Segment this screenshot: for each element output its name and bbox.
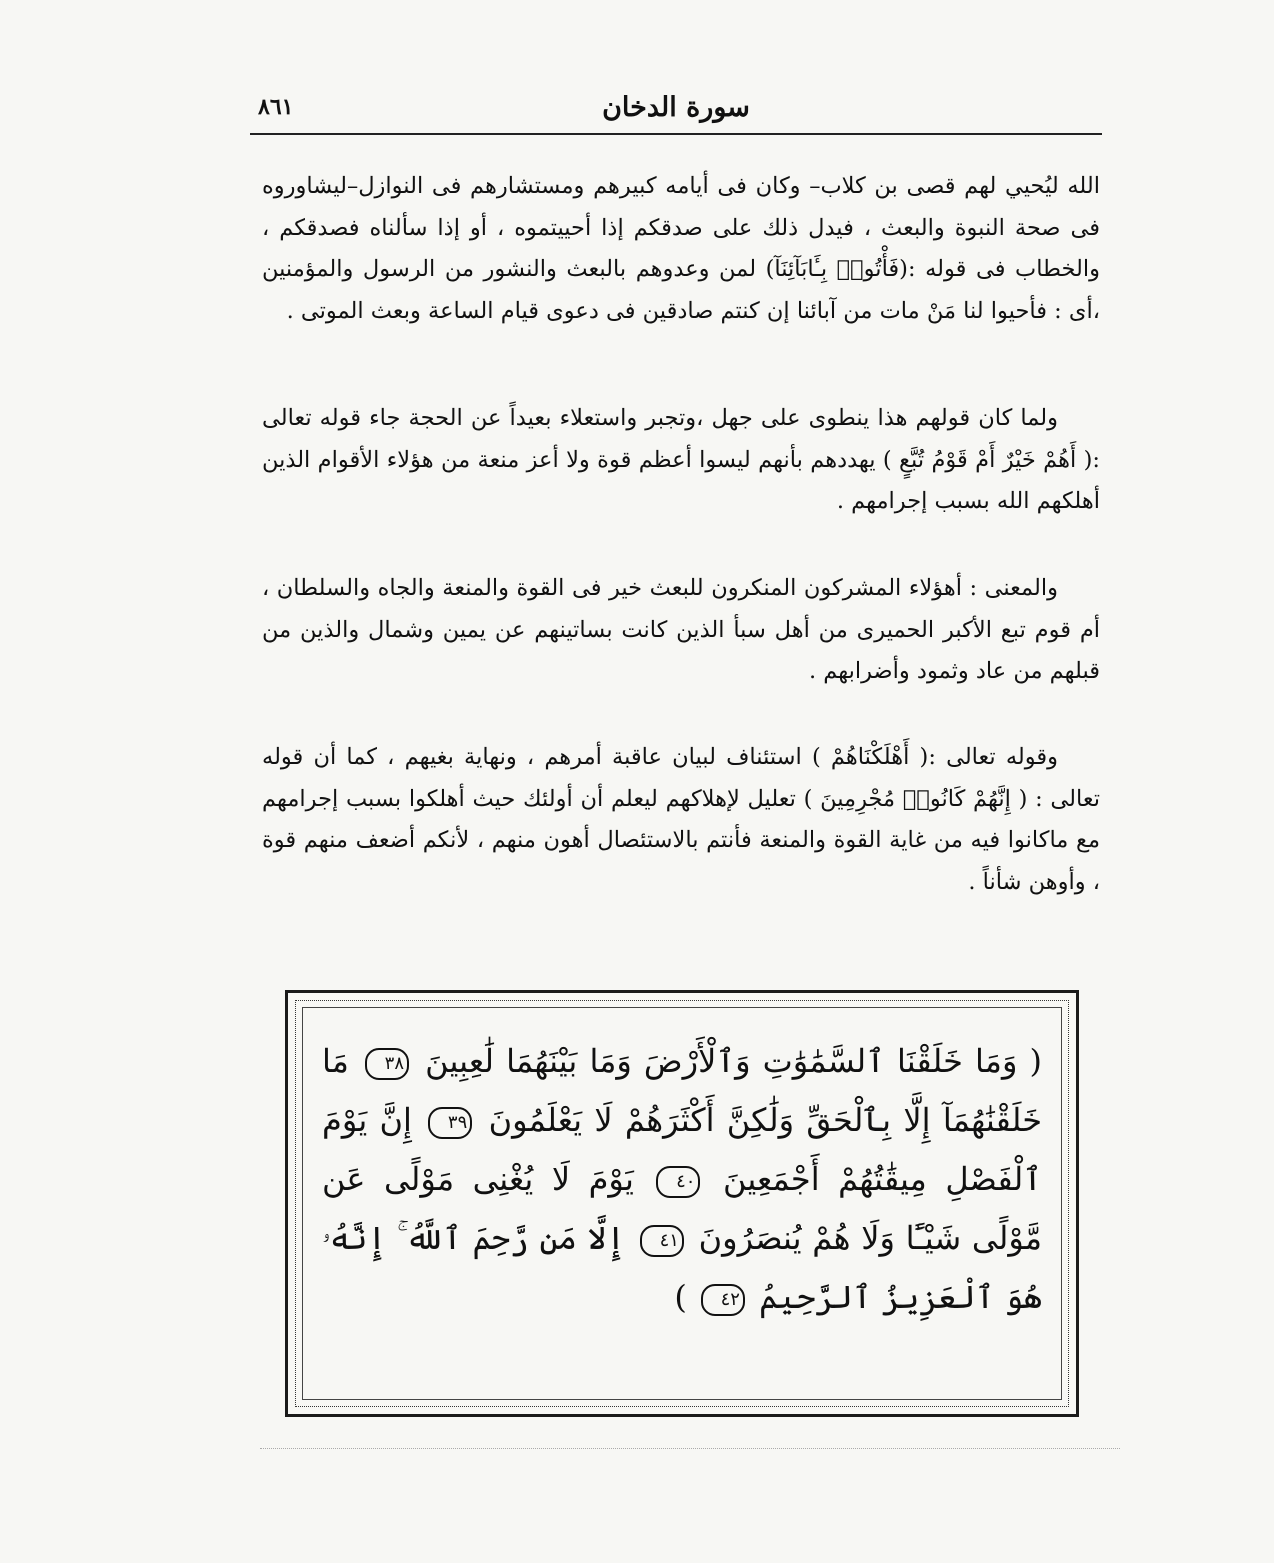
commentary-text bbox=[262, 166, 1100, 895]
close-paren: ) bbox=[674, 1278, 687, 1316]
ayah-number-marker: ٤١ bbox=[640, 1225, 684, 1257]
paragraph-3: والمعنى : أهؤلاء المشركون المنكرون للبعث خير فى القوة والمنعة والجاه والسلطان ، أم قوم تبع الأكبر الحميرى من أهل سبأ الذين كانت بساتينهم عن يمين وشمال والذين من قبلهم من عاد وثمود وأضرابهم . bbox=[262, 575, 1100, 685]
surah-title: سورة الدخان bbox=[602, 92, 750, 123]
header-rule bbox=[250, 133, 1102, 135]
paragraph-4: وقوله تعالى :( أَهْلَكْنَاهُمْ ) استئناف لبيان عاقبة أمرهم ، ونهاية بغيهم ، كما أن قوله تعالى : ( إِنَّهُمْ كَانُوا۟ مُجْرِمِينَ ) تعليل لإهلاكهم ليعلم أن أولئك حيث أهلكوا بسبب إجرامهم مع ماكانوا فيه من غاية القوة والمنعة فأنتم بالاستئصال أهون منهم ، لأنكم أضعف منهم قوة ، وأوهن شأناً . bbox=[262, 744, 1100, 895]
ayah-number-marker: ٤٢ bbox=[701, 1284, 745, 1316]
paragraph-1: الله ليُحيي لهم قصى بن كلاب– وكان فى أيامه كبيرهم ومستشارهم فى النوازل–ليشاوروه فى صحة النبوة والبعث ، فيدل ذلك على صدقكم إذا أحييتموه ، أو إذا سألناه فصدقكم ، والخطاب فى قوله :(فَأْتُوا۟ بِـَٔابَآئِنَآ) لمن وعدوهم بالبعث والنشور من الرسول والمؤمنين ،أى : فأحيوا لنا مَنْ مات من آبائنا إن كنتم صادقين فى دعوى قيام الساعة وبعث الموتى . bbox=[262, 173, 1100, 324]
page-header bbox=[250, 92, 1102, 132]
verse-text: إِلَّا مَن رَّحِمَ ٱللَّهُ ۚ إِنَّهُۥ هُوَ ٱلْعَزِيزُ ٱلرَّحِيمُ bbox=[322, 1219, 1042, 1316]
ayah-number-marker: ٣٨ bbox=[365, 1048, 409, 1080]
ayah-number-marker: ٤٠ bbox=[656, 1166, 700, 1198]
ayah-number-marker: ٣٩ bbox=[428, 1107, 472, 1139]
verse-text: يَوْمَ لَا يُغْنِى مَوْلًى عَن مَّوْلًى شَيْـًٔا وَلَا هُمْ يُنصَرُونَ bbox=[322, 1160, 1043, 1257]
verse-text: مَا خَلَقْنَٰهُمَآ إِلَّا بِٱلْحَقِّ وَلَٰكِنَّ أَكْثَرَهُمْ لَا يَعْلَمُونَ bbox=[322, 1042, 1043, 1139]
paragraph-2: ولما كان قولهم هذا ينطوى على جهل ،وتجبر واستعلاء بعيداً عن الحجة جاء قوله تعالى :( أَهُمْ خَيْرٌ أَمْ قَوْمُ تُبَّعٍ ) يهددهم بأنهم ليسوا أعظم قوة ولا أعز منعة من هؤلاء الأقوام الذين أهلكهم الله بسبب إجرامهم . bbox=[262, 405, 1100, 515]
open-paren: ( bbox=[1029, 1042, 1043, 1080]
page-bottom-dotted-line bbox=[260, 1448, 1120, 1449]
quran-verses bbox=[322, 1032, 1042, 1327]
page-number: ٨٦١ bbox=[258, 94, 294, 120]
verse-text: إِنَّ يَوْمَ ٱلْفَصْلِ مِيقَٰتُهُمْ أَجْمَعِينَ bbox=[322, 1101, 1043, 1198]
verse-text: وَمَا خَلَقْنَا ٱلسَّمَٰوَٰتِ وَٱلْأَرْضَ وَمَا بَيْنَهُمَا لَٰعِبِينَ bbox=[425, 1042, 1018, 1080]
